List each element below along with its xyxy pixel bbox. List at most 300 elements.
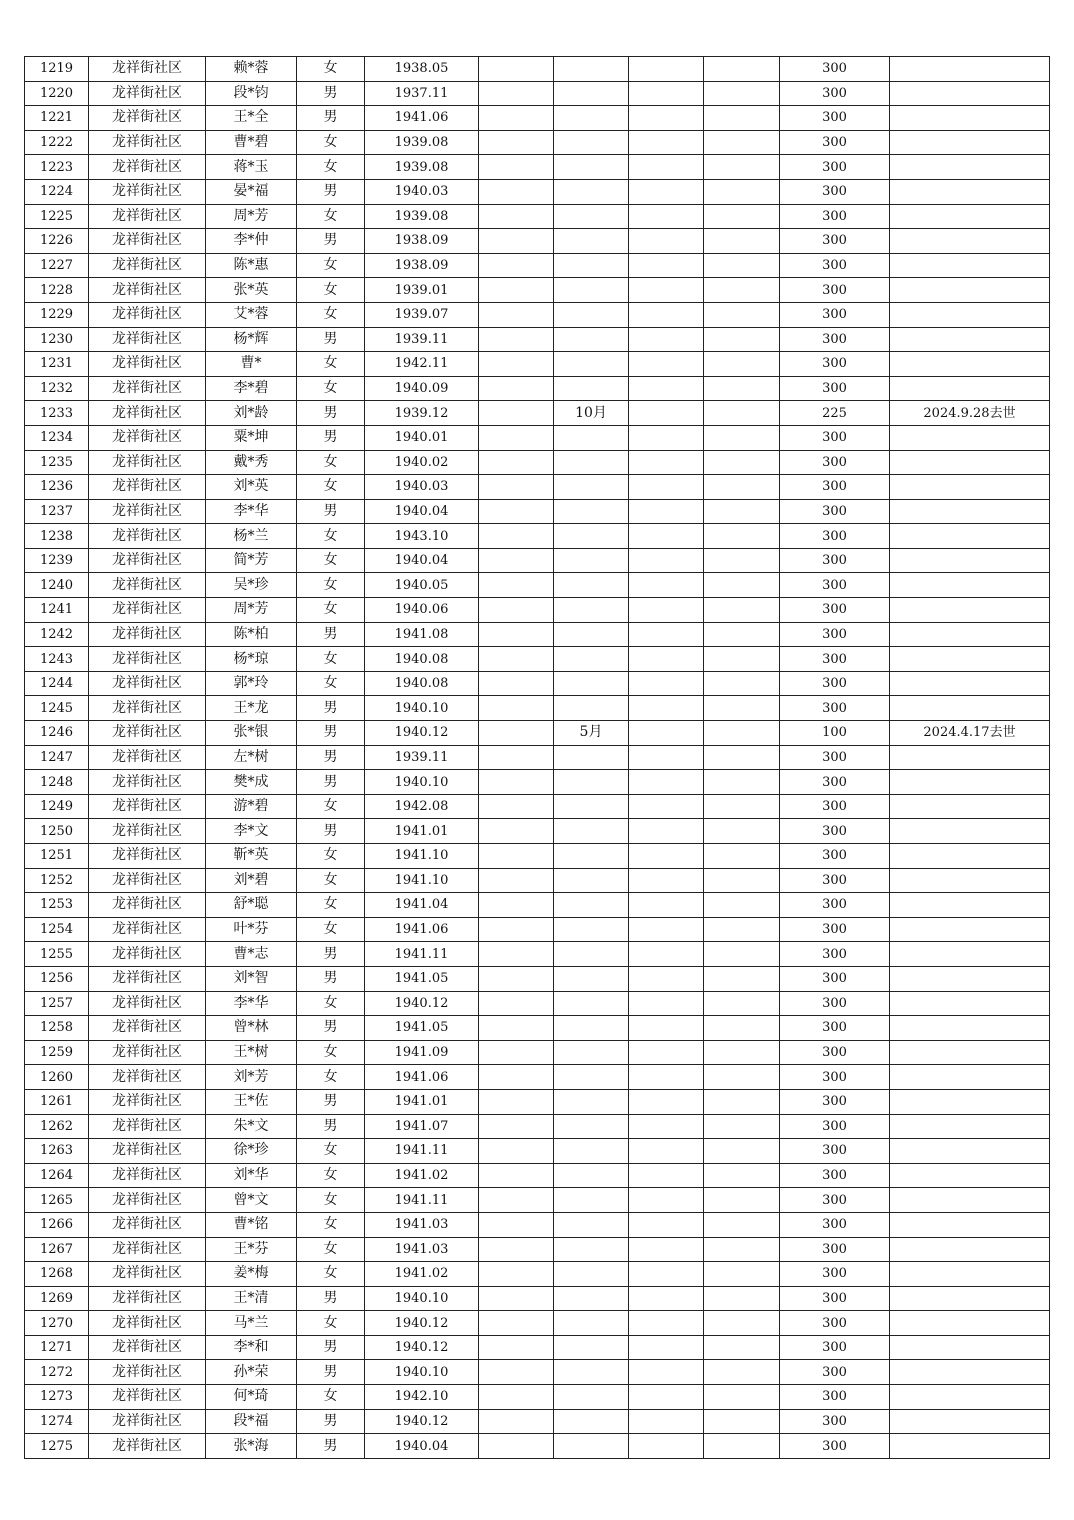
blank-cell <box>629 893 704 918</box>
birth-date-cell: 1940.10 <box>365 1360 479 1385</box>
amount-cell: 300 <box>780 130 890 155</box>
blank-cell <box>629 1139 704 1164</box>
blank-cell <box>629 1163 704 1188</box>
row-number-cell: 1267 <box>25 1237 89 1262</box>
amount-cell: 300 <box>780 1139 890 1164</box>
gender-cell: 男 <box>297 229 365 254</box>
blank-cell <box>704 1286 780 1311</box>
community-cell: 龙祥街社区 <box>89 1237 206 1262</box>
amount-cell: 300 <box>780 671 890 696</box>
month-cell <box>554 425 629 450</box>
name-cell: 陈*惠 <box>206 253 297 278</box>
note-cell <box>890 1385 1050 1410</box>
month-cell <box>554 647 629 672</box>
birth-date-cell: 1941.08 <box>365 622 479 647</box>
blank-cell <box>479 1434 554 1459</box>
community-cell: 龙祥街社区 <box>89 1286 206 1311</box>
month-cell <box>554 155 629 180</box>
blank-cell <box>629 81 704 106</box>
birth-date-cell: 1942.10 <box>365 1385 479 1410</box>
note-cell <box>890 81 1050 106</box>
blank-cell <box>704 327 780 352</box>
blank-cell <box>704 893 780 918</box>
note-cell <box>890 991 1050 1016</box>
community-cell: 龙祥街社区 <box>89 745 206 770</box>
blank-cell <box>479 376 554 401</box>
row-number-cell: 1245 <box>25 696 89 721</box>
blank-cell <box>479 425 554 450</box>
amount-cell: 300 <box>780 966 890 991</box>
blank-cell <box>479 1262 554 1287</box>
blank-cell <box>629 794 704 819</box>
community-cell: 龙祥街社区 <box>89 844 206 869</box>
month-cell <box>554 966 629 991</box>
blank-cell <box>479 401 554 426</box>
gender-cell: 女 <box>297 1311 365 1336</box>
table-row <box>25 1212 1050 1237</box>
month-cell <box>554 770 629 795</box>
month-cell <box>554 376 629 401</box>
community-cell: 龙祥街社区 <box>89 573 206 598</box>
table-row <box>25 1065 1050 1090</box>
name-cell: 王*清 <box>206 1286 297 1311</box>
blank-cell <box>704 1262 780 1287</box>
records-table-body <box>25 57 1050 1459</box>
blank-cell <box>704 868 780 893</box>
gender-cell: 女 <box>297 1212 365 1237</box>
blank-cell <box>629 991 704 1016</box>
month-cell <box>554 1163 629 1188</box>
table-row <box>25 1360 1050 1385</box>
community-cell: 龙祥街社区 <box>89 57 206 82</box>
note-cell <box>890 1114 1050 1139</box>
amount-cell: 300 <box>780 499 890 524</box>
blank-cell <box>479 1237 554 1262</box>
name-cell: 姜*梅 <box>206 1262 297 1287</box>
blank-cell <box>704 844 780 869</box>
amount-cell: 300 <box>780 1335 890 1360</box>
blank-cell <box>629 647 704 672</box>
amount-cell: 300 <box>780 376 890 401</box>
blank-cell <box>629 1237 704 1262</box>
row-number-cell: 1270 <box>25 1311 89 1336</box>
row-number-cell: 1262 <box>25 1114 89 1139</box>
amount-cell: 300 <box>780 696 890 721</box>
note-cell <box>890 966 1050 991</box>
table-row <box>25 721 1050 746</box>
month-cell <box>554 352 629 377</box>
month-cell <box>554 745 629 770</box>
month-cell <box>554 598 629 623</box>
blank-cell <box>629 450 704 475</box>
month-cell <box>554 1335 629 1360</box>
blank-cell <box>704 1114 780 1139</box>
blank-cell <box>479 1335 554 1360</box>
blank-cell <box>704 81 780 106</box>
blank-cell <box>479 622 554 647</box>
birth-date-cell: 1939.01 <box>365 278 479 303</box>
gender-cell: 女 <box>297 475 365 500</box>
name-cell: 周*芳 <box>206 598 297 623</box>
blank-cell <box>704 598 780 623</box>
blank-cell <box>479 966 554 991</box>
amount-cell: 300 <box>780 524 890 549</box>
row-number-cell: 1257 <box>25 991 89 1016</box>
birth-date-cell: 1941.11 <box>365 942 479 967</box>
blank-cell <box>629 204 704 229</box>
blank-cell <box>704 179 780 204</box>
month-cell <box>554 671 629 696</box>
blank-cell <box>704 1409 780 1434</box>
note-cell <box>890 1065 1050 1090</box>
amount-cell: 300 <box>780 917 890 942</box>
gender-cell: 女 <box>297 278 365 303</box>
amount-cell: 300 <box>780 278 890 303</box>
gender-cell: 男 <box>297 179 365 204</box>
community-cell: 龙祥街社区 <box>89 942 206 967</box>
month-cell <box>554 1089 629 1114</box>
row-number-cell: 1266 <box>25 1212 89 1237</box>
blank-cell <box>479 179 554 204</box>
birth-date-cell: 1941.02 <box>365 1163 479 1188</box>
note-cell <box>890 1016 1050 1041</box>
row-number-cell: 1252 <box>25 868 89 893</box>
amount-cell: 300 <box>780 475 890 500</box>
gender-cell: 女 <box>297 1065 365 1090</box>
blank-cell <box>479 204 554 229</box>
community-cell: 龙祥街社区 <box>89 524 206 549</box>
name-cell: 樊*成 <box>206 770 297 795</box>
community-cell: 龙祥街社区 <box>89 401 206 426</box>
gender-cell: 男 <box>297 106 365 131</box>
table-row <box>25 229 1050 254</box>
blank-cell <box>479 1311 554 1336</box>
amount-cell: 300 <box>780 770 890 795</box>
row-number-cell: 1265 <box>25 1188 89 1213</box>
gender-cell: 女 <box>297 1385 365 1410</box>
gender-cell: 男 <box>297 1016 365 1041</box>
gender-cell: 男 <box>297 1335 365 1360</box>
gender-cell: 男 <box>297 425 365 450</box>
row-number-cell: 1269 <box>25 1286 89 1311</box>
birth-date-cell: 1938.09 <box>365 229 479 254</box>
name-cell: 张*银 <box>206 721 297 746</box>
row-number-cell: 1253 <box>25 893 89 918</box>
amount-cell: 300 <box>780 991 890 1016</box>
amount-cell: 300 <box>780 1089 890 1114</box>
note-cell: 2024.4.17去世 <box>890 721 1050 746</box>
name-cell: 李*和 <box>206 1335 297 1360</box>
row-number-cell: 1243 <box>25 647 89 672</box>
blank-cell <box>629 1385 704 1410</box>
row-number-cell: 1248 <box>25 770 89 795</box>
blank-cell <box>629 1360 704 1385</box>
birth-date-cell: 1941.06 <box>365 1065 479 1090</box>
community-cell: 龙祥街社区 <box>89 1089 206 1114</box>
name-cell: 吴*珍 <box>206 573 297 598</box>
name-cell: 孙*荣 <box>206 1360 297 1385</box>
blank-cell <box>704 1040 780 1065</box>
community-cell: 龙祥街社区 <box>89 893 206 918</box>
blank-cell <box>629 106 704 131</box>
community-cell: 龙祥街社区 <box>89 671 206 696</box>
gender-cell: 女 <box>297 204 365 229</box>
month-cell <box>554 229 629 254</box>
name-cell: 杨*兰 <box>206 524 297 549</box>
amount-cell: 300 <box>780 1286 890 1311</box>
gender-cell: 女 <box>297 130 365 155</box>
blank-cell <box>704 1385 780 1410</box>
table-row <box>25 352 1050 377</box>
amount-cell: 300 <box>780 868 890 893</box>
community-cell: 龙祥街社区 <box>89 548 206 573</box>
amount-cell: 300 <box>780 1188 890 1213</box>
amount-cell: 300 <box>780 253 890 278</box>
blank-cell <box>479 253 554 278</box>
blank-cell <box>479 81 554 106</box>
note-cell <box>890 204 1050 229</box>
amount-cell: 300 <box>780 106 890 131</box>
table-row <box>25 106 1050 131</box>
month-cell <box>554 278 629 303</box>
table-row <box>25 819 1050 844</box>
blank-cell <box>629 352 704 377</box>
table-row <box>25 917 1050 942</box>
birth-date-cell: 1940.04 <box>365 1434 479 1459</box>
table-row <box>25 868 1050 893</box>
blank-cell <box>704 1163 780 1188</box>
amount-cell: 300 <box>780 893 890 918</box>
name-cell: 杨*琼 <box>206 647 297 672</box>
table-row <box>25 81 1050 106</box>
gender-cell: 男 <box>297 1089 365 1114</box>
name-cell: 曹*志 <box>206 942 297 967</box>
community-cell: 龙祥街社区 <box>89 819 206 844</box>
note-cell <box>890 1311 1050 1336</box>
blank-cell <box>479 942 554 967</box>
blank-cell <box>704 475 780 500</box>
table-row <box>25 253 1050 278</box>
blank-cell <box>704 106 780 131</box>
note-cell <box>890 844 1050 869</box>
table-row <box>25 204 1050 229</box>
blank-cell <box>629 1311 704 1336</box>
gender-cell: 女 <box>297 302 365 327</box>
note-cell <box>890 450 1050 475</box>
note-cell <box>890 302 1050 327</box>
month-cell <box>554 253 629 278</box>
gender-cell: 男 <box>297 81 365 106</box>
row-number-cell: 1236 <box>25 475 89 500</box>
table-row <box>25 1237 1050 1262</box>
blank-cell <box>704 1434 780 1459</box>
gender-cell: 男 <box>297 499 365 524</box>
table-row <box>25 57 1050 82</box>
table-row <box>25 499 1050 524</box>
blank-cell <box>629 942 704 967</box>
blank-cell <box>479 1188 554 1213</box>
community-cell: 龙祥街社区 <box>89 966 206 991</box>
community-cell: 龙祥街社区 <box>89 130 206 155</box>
table-row <box>25 770 1050 795</box>
table-row <box>25 598 1050 623</box>
birth-date-cell: 1941.07 <box>365 1114 479 1139</box>
month-cell <box>554 475 629 500</box>
amount-cell: 300 <box>780 450 890 475</box>
name-cell: 何*琦 <box>206 1385 297 1410</box>
community-cell: 龙祥街社区 <box>89 155 206 180</box>
blank-cell <box>479 893 554 918</box>
community-cell: 龙祥街社区 <box>89 475 206 500</box>
blank-cell <box>479 548 554 573</box>
blank-cell <box>629 868 704 893</box>
gender-cell: 女 <box>297 868 365 893</box>
community-cell: 龙祥街社区 <box>89 1114 206 1139</box>
blank-cell <box>704 1237 780 1262</box>
note-cell <box>890 475 1050 500</box>
blank-cell <box>479 696 554 721</box>
row-number-cell: 1251 <box>25 844 89 869</box>
name-cell: 张*英 <box>206 278 297 303</box>
community-cell: 龙祥街社区 <box>89 327 206 352</box>
row-number-cell: 1221 <box>25 106 89 131</box>
blank-cell <box>479 647 554 672</box>
table-row <box>25 622 1050 647</box>
birth-date-cell: 1940.10 <box>365 770 479 795</box>
blank-cell <box>704 155 780 180</box>
note-cell <box>890 1163 1050 1188</box>
name-cell: 舒*聪 <box>206 893 297 918</box>
records-table <box>24 56 1050 1459</box>
month-cell <box>554 1434 629 1459</box>
month-cell <box>554 819 629 844</box>
amount-cell: 300 <box>780 1163 890 1188</box>
name-cell: 王*芬 <box>206 1237 297 1262</box>
blank-cell <box>629 844 704 869</box>
table-row <box>25 278 1050 303</box>
birth-date-cell: 1939.11 <box>365 745 479 770</box>
note-cell <box>890 1237 1050 1262</box>
row-number-cell: 1229 <box>25 302 89 327</box>
birth-date-cell: 1941.01 <box>365 819 479 844</box>
name-cell: 王*全 <box>206 106 297 131</box>
amount-cell: 300 <box>780 352 890 377</box>
birth-date-cell: 1941.05 <box>365 1016 479 1041</box>
gender-cell: 女 <box>297 1139 365 1164</box>
blank-cell <box>629 1409 704 1434</box>
name-cell: 王*佐 <box>206 1089 297 1114</box>
blank-cell <box>479 1065 554 1090</box>
blank-cell <box>479 1409 554 1434</box>
note-cell <box>890 229 1050 254</box>
table-row <box>25 1114 1050 1139</box>
table-row <box>25 376 1050 401</box>
amount-cell: 300 <box>780 179 890 204</box>
blank-cell <box>479 1385 554 1410</box>
row-number-cell: 1240 <box>25 573 89 598</box>
gender-cell: 女 <box>297 991 365 1016</box>
month-cell: 10月 <box>554 401 629 426</box>
month-cell <box>554 1385 629 1410</box>
table-row <box>25 966 1050 991</box>
name-cell: 李*仲 <box>206 229 297 254</box>
blank-cell <box>704 548 780 573</box>
blank-cell <box>704 819 780 844</box>
birth-date-cell: 1940.12 <box>365 1335 479 1360</box>
blank-cell <box>704 278 780 303</box>
birth-date-cell: 1938.09 <box>365 253 479 278</box>
community-cell: 龙祥街社区 <box>89 1360 206 1385</box>
community-cell: 龙祥街社区 <box>89 106 206 131</box>
community-cell: 龙祥街社区 <box>89 302 206 327</box>
blank-cell <box>704 696 780 721</box>
blank-cell <box>704 450 780 475</box>
blank-cell <box>704 745 780 770</box>
table-row <box>25 1139 1050 1164</box>
row-number-cell: 1250 <box>25 819 89 844</box>
blank-cell <box>629 401 704 426</box>
month-cell <box>554 1212 629 1237</box>
community-cell: 龙祥街社区 <box>89 499 206 524</box>
name-cell: 曹*铭 <box>206 1212 297 1237</box>
blank-cell <box>704 401 780 426</box>
gender-cell: 男 <box>297 819 365 844</box>
month-cell <box>554 524 629 549</box>
amount-cell: 225 <box>780 401 890 426</box>
note-cell <box>890 1139 1050 1164</box>
table-row <box>25 671 1050 696</box>
blank-cell <box>704 1089 780 1114</box>
note-cell <box>890 499 1050 524</box>
amount-cell: 300 <box>780 647 890 672</box>
amount-cell: 300 <box>780 745 890 770</box>
blank-cell <box>479 1163 554 1188</box>
community-cell: 龙祥街社区 <box>89 81 206 106</box>
month-cell <box>554 696 629 721</box>
birth-date-cell: 1940.05 <box>365 573 479 598</box>
row-number-cell: 1244 <box>25 671 89 696</box>
note-cell <box>890 376 1050 401</box>
name-cell: 曹* <box>206 352 297 377</box>
blank-cell <box>704 1335 780 1360</box>
table-row <box>25 745 1050 770</box>
birth-date-cell: 1939.08 <box>365 155 479 180</box>
community-cell: 龙祥街社区 <box>89 376 206 401</box>
table-row <box>25 1016 1050 1041</box>
amount-cell: 300 <box>780 622 890 647</box>
birth-date-cell: 1940.08 <box>365 671 479 696</box>
row-number-cell: 1227 <box>25 253 89 278</box>
gender-cell: 男 <box>297 770 365 795</box>
amount-cell: 300 <box>780 1114 890 1139</box>
note-cell <box>890 1286 1050 1311</box>
amount-cell: 300 <box>780 844 890 869</box>
gender-cell: 女 <box>297 1163 365 1188</box>
blank-cell <box>629 57 704 82</box>
table-row <box>25 327 1050 352</box>
blank-cell <box>479 524 554 549</box>
note-cell <box>890 573 1050 598</box>
birth-date-cell: 1941.02 <box>365 1262 479 1287</box>
blank-cell <box>479 327 554 352</box>
table-row <box>25 524 1050 549</box>
month-cell <box>554 1237 629 1262</box>
blank-cell <box>704 671 780 696</box>
blank-cell <box>704 942 780 967</box>
community-cell: 龙祥街社区 <box>89 425 206 450</box>
row-number-cell: 1220 <box>25 81 89 106</box>
community-cell: 龙祥街社区 <box>89 253 206 278</box>
